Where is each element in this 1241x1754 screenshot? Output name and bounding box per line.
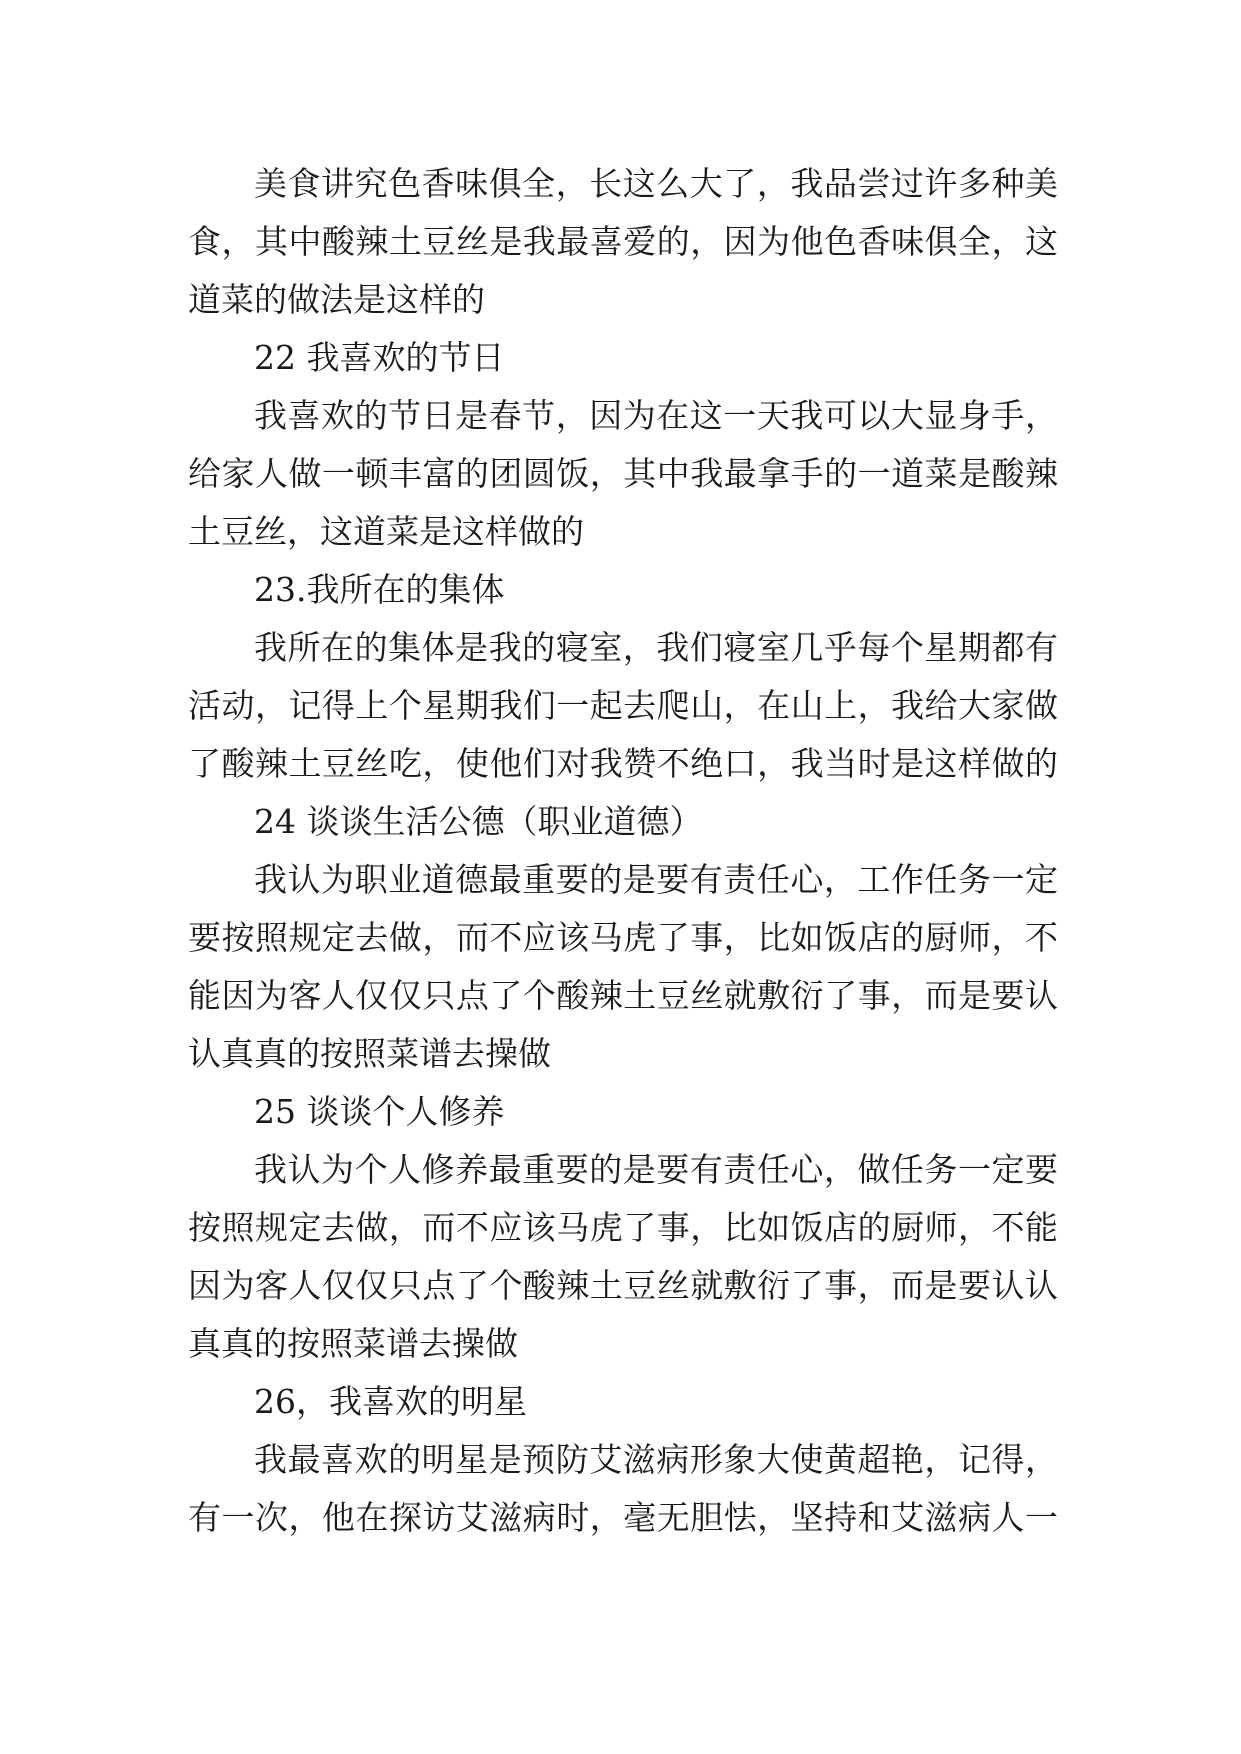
text-line: 能因为客人仅仅只点了个酸辣土豆丝就敷衍了事，而是要认 bbox=[188, 976, 1058, 1015]
text-line: 按照规定去做，而不应该马虎了事，比如饭店的厨师，不能 bbox=[188, 1208, 1058, 1247]
document-body bbox=[188, 155, 1058, 1547]
text-line: 认真真的按照菜谱去操做 bbox=[188, 1034, 551, 1073]
text-line: 我喜欢的节日是春节，因为在这一天我可以大显身手， bbox=[254, 396, 1058, 435]
text-line: 要按照规定去做，而不应该马虎了事，比如饭店的厨师，不 bbox=[188, 918, 1058, 957]
text-line: 我最喜欢的明星是预防艾滋病形象大使黄超艳，记得， bbox=[254, 1440, 1058, 1479]
text-line: 食，其中酸辣土豆丝是我最喜爱的，因为他色香味俱全，这 bbox=[188, 222, 1058, 261]
text-line: 我认为职业道德最重要的是要有责任心，工作任务一定 bbox=[254, 860, 1058, 899]
text-line: 25 谈谈个人修养 bbox=[254, 1092, 505, 1131]
text-line: 美食讲究色香味俱全，长这么大了，我品尝过许多种美 bbox=[254, 164, 1058, 203]
text-line: 23.我所在的集体 bbox=[254, 570, 505, 609]
text-line: 我所在的集体是我的寝室，我们寝室几乎每个星期都有 bbox=[254, 628, 1058, 667]
text-line: 道菜的做法是这样的 bbox=[188, 280, 485, 319]
text-line: 土豆丝，这道菜是这样做的 bbox=[188, 512, 584, 551]
text-line: 26，我喜欢的明星 bbox=[254, 1382, 527, 1421]
text-line: 给家人做一顿丰富的团圆饭，其中我最拿手的一道菜是酸辣 bbox=[188, 454, 1058, 493]
text-line: 我认为个人修养最重要的是要有责任心，做任务一定要 bbox=[254, 1150, 1058, 1189]
text-line: 22 我喜欢的节日 bbox=[254, 338, 505, 377]
text-line: 真真的按照菜谱去操做 bbox=[188, 1324, 518, 1363]
text-line: 因为客人仅仅只点了个酸辣土豆丝就敷衍了事，而是要认认 bbox=[188, 1266, 1058, 1305]
text-line: 24 谈谈生活公德（职业道德） bbox=[254, 802, 703, 841]
text-line: 了酸辣土豆丝吃，使他们对我赞不绝口，我当时是这样做的 bbox=[188, 744, 1058, 783]
text-line: 活动，记得上个星期我们一起去爬山，在山上，我给大家做 bbox=[188, 686, 1058, 725]
text-line: 有一次，他在探访艾滋病时，毫无胆怯，坚持和艾滋病人一 bbox=[188, 1498, 1058, 1537]
